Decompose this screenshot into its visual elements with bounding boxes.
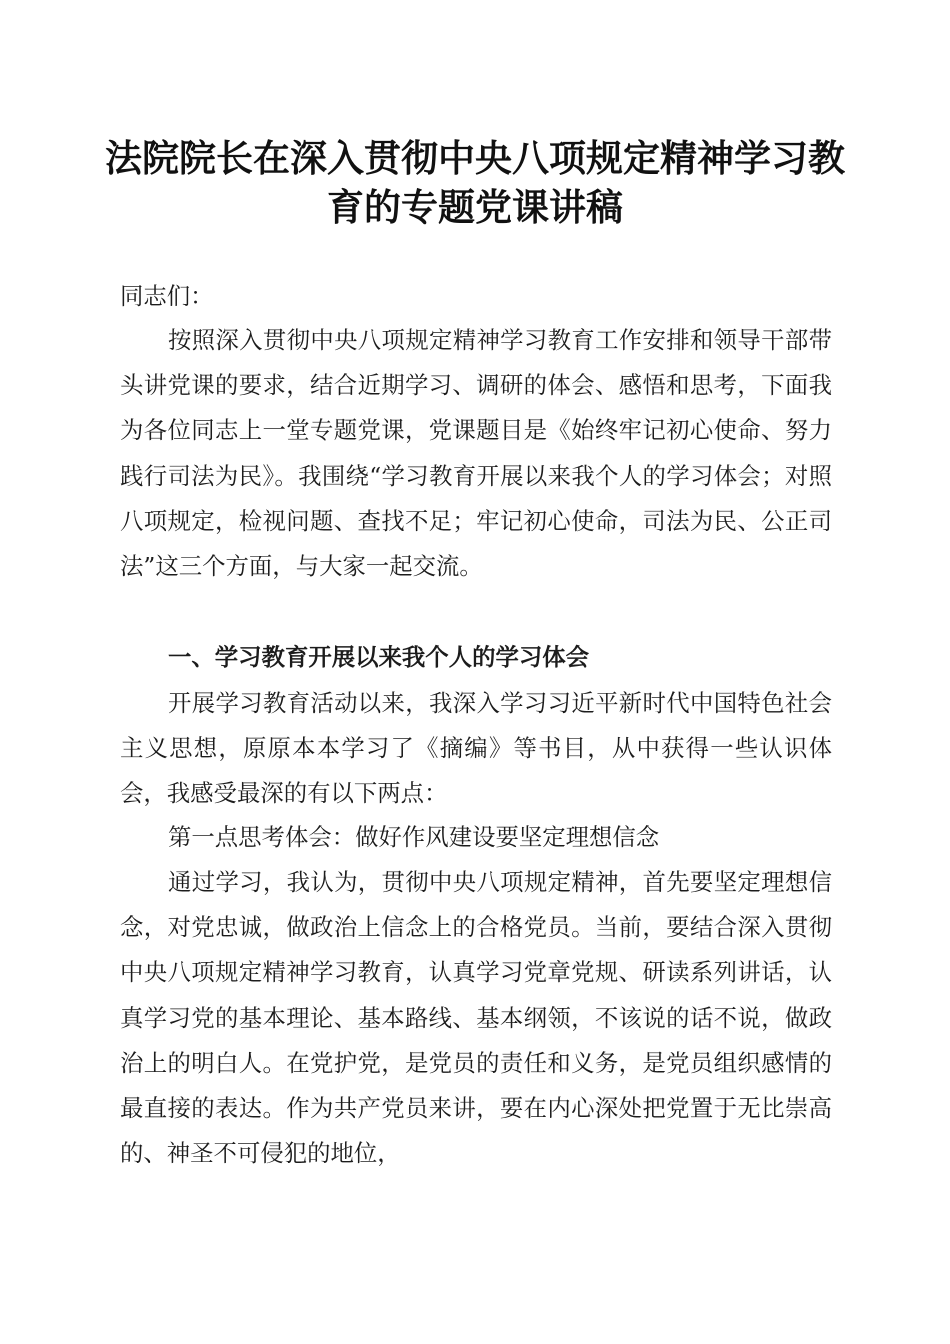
document-title-line-2: 育的专题党课讲稿	[327, 185, 623, 229]
paragraph-point-1: 通过学习，我认为，贯彻中央八项规定精神，首先要坚定理想信念，对党忠诚，做政治上信念上的合格党员。当前，要结合深入贯彻中央八项规定精神学习教育，认真学习党章党规、研读系列讲话，认真学习党的基本理论、基本路线、基本纲领，不该说的话不说，做政治上的明白人。在党护党，是党员的责任和义务，是党员组织感情的最直接的表达。作为共产党员来讲，要在内心深处把党置于无比崇高的、神圣不可侵犯的地位，	[120, 868, 832, 1168]
paragraph-section-1: 开展学习教育活动以来，我深入学习习近平新时代中国特色社会主义思想，原原本本学习了《摘编》等书目，从中获得一些认识体会，我感受最深的有以下两点：	[120, 689, 832, 808]
section-heading-1: 一、学习教育开展以来我个人的学习体会	[168, 643, 590, 671]
subheading-point-1: 第一点思考体会：做好作风建设要坚定理想信念	[168, 823, 660, 851]
salutation: 同志们：	[120, 282, 214, 310]
document-title-line-1: 法院院长在深入贯彻中央八项规定精神学习教	[105, 136, 845, 180]
paragraph-intro: 按照深入贯彻中央八项规定精神学习教育工作安排和领导干部带头讲党课的要求，结合近期学习、调研的体会、感悟和思考，下面我为各位同志上一堂专题党课，党课题目是《始终牢记初心使命、努力践行司法为民》。我围绕“学习教育开展以来我个人的学习体会；对照八项规定，检视问题、查找不足；牢记初心使命，司法为民、公正司法”这三个方面，与大家一起交流。	[120, 326, 832, 581]
